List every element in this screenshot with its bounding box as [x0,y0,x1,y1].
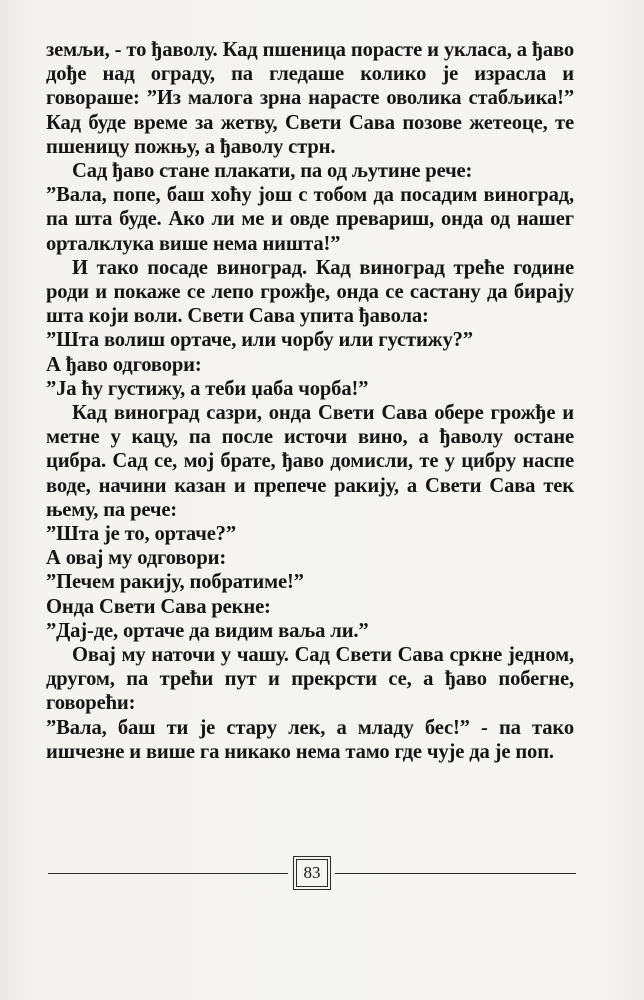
paragraph: И тако посаде виноград. Кад виноград треће године роди и покаже се лепо грожђе, онда се састану да бирају шта који воли. Свети Сава упита ђавола: [46,256,574,328]
paragraph: ”Дај-де, ортаче да видим ваља ли.” [46,619,369,642]
paragraph: ”Печем ракију, побратиме!” [46,571,304,594]
paragraph: ”Шта волиш ортаче, или чорбу или густижу?” [46,329,473,352]
page-footer [48,855,576,891]
paragraph: А ђаво одговори: [46,353,202,376]
paragraph: Онда Свети Сава рекне: [46,595,271,618]
paragraph: Сад ђаво стане плакати, па од љутине рече: [72,160,473,183]
paragraph: ”Ја ћу густижу, а теби џаба чорба!” [46,377,369,400]
page-body-text [46,38,574,764]
paragraph: ”Вала, попе, баш хоћу још с тобом да посадим виноград, па шта буде. Ако ли ме и овде превариш, онда од нашег орталклука више нема ништа!” [46,184,574,255]
paragraph: ”Вала, баш ти је стару лек, а младу бес!” - па тако ишчезне и више га никако нема тамо где чује да је поп. [46,716,574,763]
footer-rule-right [335,873,576,874]
paragraph: А овај му одговори: [46,547,227,570]
paragraph: Кад виноград сазри, онда Свети Сава обере грожђе и метне у кацу, па после источи вино, а ђаволу остане цибра. Сад се, мој брате, ђаво домисли, те у цибру наспе воде, начини казан и препече ракију, а Свети Сава тек њему, па рече: [46,402,574,521]
paragraph: ”Шта је то, ортаче?” [46,523,236,546]
footer-rule-left [48,873,288,874]
page-number: 83 [296,859,328,887]
paragraph: Овај му наточи у чашу. Сад Свети Сава сркне једном, другом, па трећи пут и прекрсти се, а ђаво побегне, говорећи: [46,644,574,715]
paragraph: земљи, - то ђаволу. Кад пшеница порасте и укласа, а ђаво дође над ограду, па гледаше колико је израсла и говораше: ”Из малога зрна нарасте оволика стабљика!” Кад буде време за жетву, Свети Сава позове жетеоце, те пшеницу пожњу, а ђаволу стрн. [46,39,574,158]
